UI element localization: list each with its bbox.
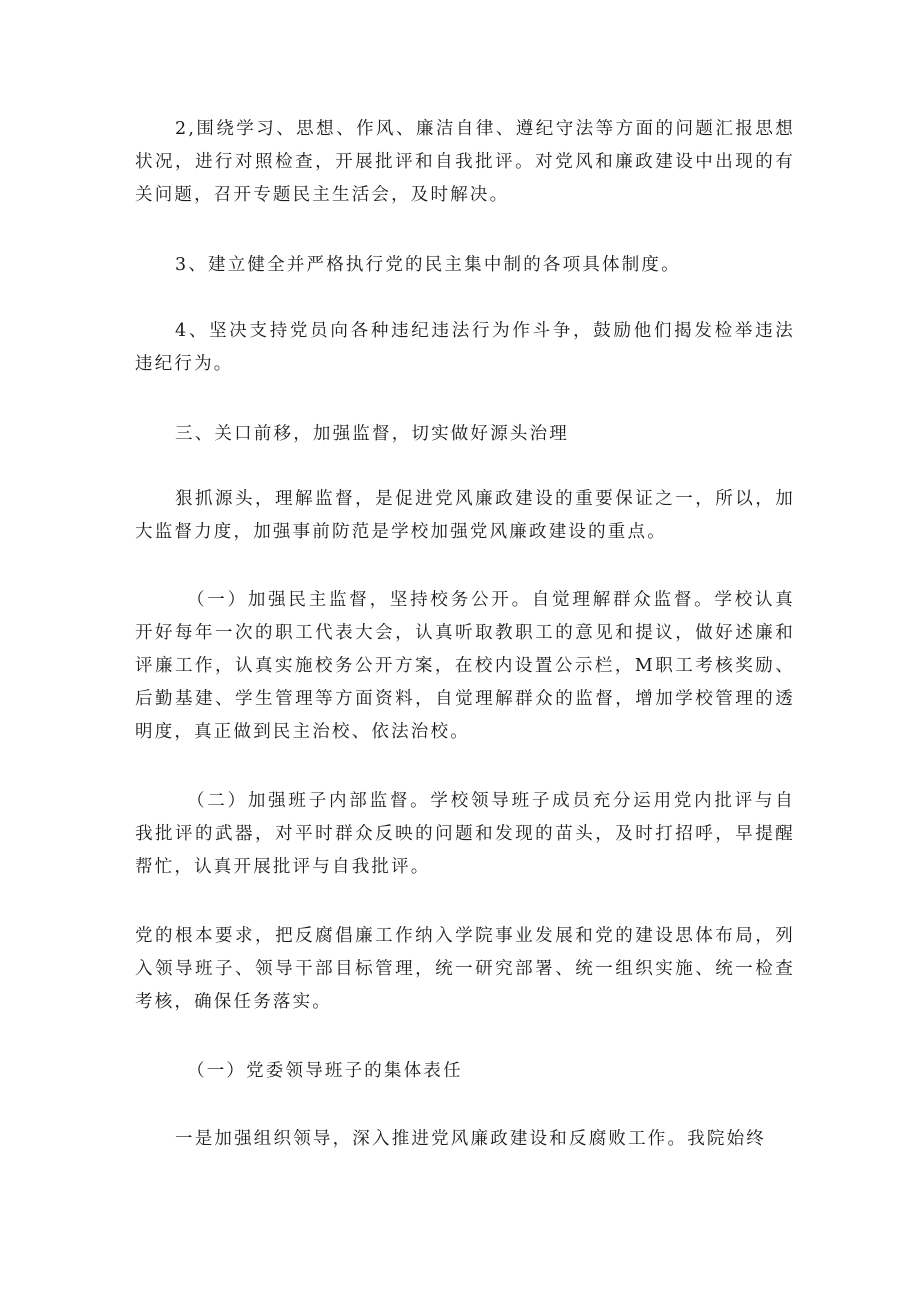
paragraph-4-support-party-members: 4、坚决支持党员向各种违纪违法行为作斗争，鼓励他们揭发检举违法违纪行为。 [135,321,795,374]
paragraph-democratic-supervision: （一）加强民主监督，坚持校务公开。自觉理解群众监督。学校认真开好每年一次的职工代表大会，认真听取教职工的意见和提议，做好述廉和评廉工作，认真实施校务公开方案，在校内设置公示栏，M职工考核奖励、后勤基建、学生管理等方面资料，自觉理解群众的监督，增加学校管理的透明度，真正做到民主治校、依法治校。 [135,590,795,742]
paragraph-2-self-criticism: 2,围绕学习、思想、作风、廉洁自律、遵纪守法等方面的问题汇报思想状况，进行对照检查，开展批评和自我批评。对党风和廉政建设中出现的有关问题，召开专题民主生活会，及时解决。 [135,119,795,205]
paragraph-source-governance: 狠抓源头，理解监督，是促进党风廉政建设的重要保证之一，所以，加大监督力度，加强事前防范是学校加强党风廉政建设的重点。 [135,489,795,542]
paragraph-fundamental-requirements: 党的根本要求，把反腐倡廉工作纳入学院事业发展和党的建设思体布局，列入领导班子、领导干部目标管理，统一研究部署、统一组织实施、统一检查考核，确保任务落实。 [135,926,795,1012]
section-heading-3-supervision: 三、关口前移，加强监督，切实做好源头治理 [175,424,569,444]
paragraph-3-democratic-centralism: 3、建立健全并严格执行党的民主集中制的各项具体制度。 [175,255,681,275]
paragraph-internal-supervision: （二）加强班子内部监督。学校领导班子成员充分运用党内批评与自我批评的武器，对平时群众反映的问题和发现的苗头，及时打招呼，早提醒帮忙，认真开展批评与自我批评。 [135,791,795,877]
paragraph-organizational-leadership: 一是加强组织领导，深入推进党风廉政建设和反腐败工作。我院始终 [175,1129,766,1149]
subheading-collective-responsibility: （一）党委领导班子的集体表任 [187,1061,463,1081]
